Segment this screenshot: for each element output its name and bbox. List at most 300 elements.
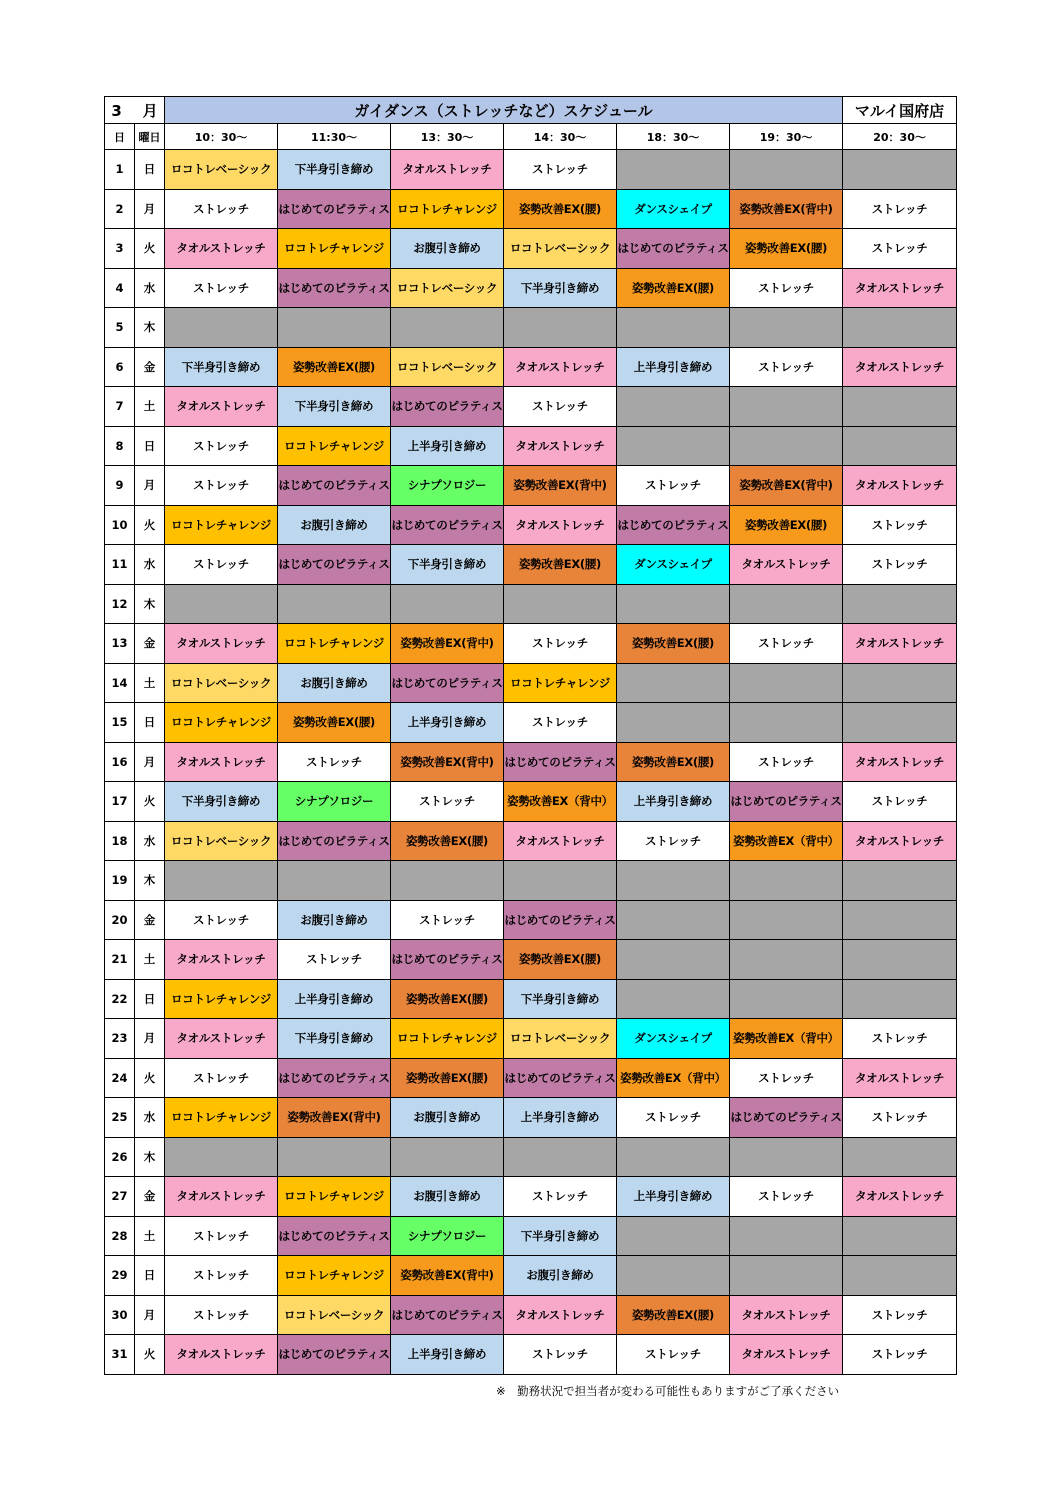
date-cell: 22: [105, 979, 135, 1019]
closed-slot-cell: [730, 663, 843, 703]
closed-slot-cell: [843, 584, 957, 624]
class-slot-cell: ストレッチ: [617, 1098, 730, 1138]
header-weekday: 曜日: [135, 124, 165, 150]
class-slot-cell: ロコトレベーシック: [391, 347, 504, 387]
closed-slot-cell: [617, 940, 730, 980]
weekday-cell: 水: [135, 545, 165, 585]
class-slot-cell: ダンスシェイプ: [617, 545, 730, 585]
class-slot-cell: 上半身引き締め: [391, 1335, 504, 1375]
header-time-2030: 20：30〜: [843, 124, 957, 150]
class-slot-cell: ストレッチ: [730, 347, 843, 387]
class-slot-cell: ストレッチ: [165, 1295, 278, 1335]
weekday-cell: 土: [135, 387, 165, 427]
class-slot-cell: シナプソロジー: [278, 782, 391, 822]
closed-slot-cell: [843, 900, 957, 940]
closed-slot-cell: [730, 150, 843, 190]
class-slot-cell: シナプソロジー: [391, 466, 504, 506]
class-slot-cell: タオルストレッチ: [391, 150, 504, 190]
closed-slot-cell: [617, 861, 730, 901]
class-slot-cell: はじめてのピラティス: [504, 1058, 617, 1098]
class-slot-cell: ストレッチ: [730, 742, 843, 782]
class-slot-cell: ダンスシェイプ: [617, 1019, 730, 1059]
weekday-cell: 木: [135, 861, 165, 901]
date-cell: 2: [105, 189, 135, 229]
class-slot-cell: タオルストレッチ: [165, 742, 278, 782]
class-slot-cell: タオルストレッチ: [843, 347, 957, 387]
month-unit: 月: [142, 101, 158, 120]
table-row: [105, 189, 957, 229]
class-slot-cell: 姿勢改善EX(腰): [617, 742, 730, 782]
class-slot-cell: 姿勢改善EX（背中）: [504, 782, 617, 822]
date-cell: 3: [105, 229, 135, 269]
class-slot-cell: ロコトレチャレンジ: [278, 1256, 391, 1296]
class-slot-cell: 姿勢改善EX(腰): [391, 979, 504, 1019]
closed-slot-cell: [391, 1137, 504, 1177]
closed-slot-cell: [617, 584, 730, 624]
class-slot-cell: ロコトレベーシック: [165, 663, 278, 703]
class-slot-cell: 姿勢改善EX(腰): [617, 268, 730, 308]
class-slot-cell: ストレッチ: [504, 150, 617, 190]
date-cell: 13: [105, 624, 135, 664]
table-row: [105, 1177, 957, 1217]
table-row: [105, 1335, 957, 1375]
class-slot-cell: ロコトレチャレンジ: [165, 979, 278, 1019]
date-cell: 24: [105, 1058, 135, 1098]
weekday-cell: 水: [135, 821, 165, 861]
weekday-cell: 火: [135, 782, 165, 822]
table-row: [105, 1019, 957, 1059]
weekday-cell: 月: [135, 742, 165, 782]
date-cell: 17: [105, 782, 135, 822]
class-slot-cell: お腹引き締め: [391, 229, 504, 269]
class-slot-cell: はじめてのピラティス: [391, 663, 504, 703]
table-row: [105, 624, 957, 664]
title-row: [105, 97, 957, 124]
class-slot-cell: 上半身引き締め: [278, 979, 391, 1019]
class-slot-cell: 上半身引き締め: [504, 1098, 617, 1138]
closed-slot-cell: [843, 426, 957, 466]
class-slot-cell: はじめてのピラティス: [278, 189, 391, 229]
class-slot-cell: 姿勢改善EX(背中): [278, 1098, 391, 1138]
table-row: [105, 308, 957, 348]
date-cell: 29: [105, 1256, 135, 1296]
class-slot-cell: はじめてのピラティス: [730, 1098, 843, 1138]
class-slot-cell: はじめてのピラティス: [278, 821, 391, 861]
weekday-cell: 火: [135, 1058, 165, 1098]
class-slot-cell: ストレッチ: [165, 900, 278, 940]
class-slot-cell: ストレッチ: [278, 940, 391, 980]
class-slot-cell: 下半身引き締め: [165, 782, 278, 822]
table-row: [105, 1295, 957, 1335]
class-slot-cell: はじめてのピラティス: [278, 466, 391, 506]
table-row: [105, 742, 957, 782]
date-cell: 20: [105, 900, 135, 940]
class-slot-cell: 姿勢改善EX（背中）: [617, 1058, 730, 1098]
closed-slot-cell: [843, 663, 957, 703]
class-slot-cell: 姿勢改善EX(背中): [730, 189, 843, 229]
table-row: [105, 900, 957, 940]
closed-slot-cell: [504, 584, 617, 624]
header-time-1130: 11:30〜: [278, 124, 391, 150]
weekday-cell: 土: [135, 1216, 165, 1256]
closed-slot-cell: [617, 663, 730, 703]
weekday-cell: 日: [135, 150, 165, 190]
closed-slot-cell: [391, 308, 504, 348]
class-slot-cell: タオルストレッチ: [165, 940, 278, 980]
class-slot-cell: タオルストレッチ: [843, 268, 957, 308]
closed-slot-cell: [617, 900, 730, 940]
table-row: [105, 782, 957, 822]
class-slot-cell: 上半身引き締め: [617, 1177, 730, 1217]
class-slot-cell: はじめてのピラティス: [278, 268, 391, 308]
class-slot-cell: ストレッチ: [504, 703, 617, 743]
closed-slot-cell: [730, 979, 843, 1019]
closed-slot-cell: [730, 940, 843, 980]
closed-slot-cell: [730, 861, 843, 901]
class-slot-cell: お腹引き締め: [278, 505, 391, 545]
class-slot-cell: タオルストレッチ: [843, 742, 957, 782]
closed-slot-cell: [391, 584, 504, 624]
table-row: [105, 545, 957, 585]
class-slot-cell: はじめてのピラティス: [278, 1216, 391, 1256]
closed-slot-cell: [617, 150, 730, 190]
closed-slot-cell: [278, 308, 391, 348]
date-cell: 11: [105, 545, 135, 585]
class-slot-cell: タオルストレッチ: [165, 387, 278, 427]
class-slot-cell: 姿勢改善EX(腰): [504, 189, 617, 229]
class-slot-cell: タオルストレッチ: [504, 1295, 617, 1335]
class-slot-cell: ストレッチ: [843, 545, 957, 585]
class-slot-cell: ストレッチ: [165, 189, 278, 229]
weekday-cell: 木: [135, 584, 165, 624]
weekday-cell: 火: [135, 1335, 165, 1375]
class-slot-cell: 下半身引き締め: [391, 545, 504, 585]
date-cell: 5: [105, 308, 135, 348]
footnote: ※ 勤務状況で担当者が変わる可能性もありますがご了承ください: [496, 1384, 840, 1398]
header-time-1830: 18：30〜: [617, 124, 730, 150]
class-slot-cell: ストレッチ: [730, 1058, 843, 1098]
class-slot-cell: ロコトレチャレンジ: [278, 624, 391, 664]
class-slot-cell: ロコトレベーシック: [165, 821, 278, 861]
date-cell: 6: [105, 347, 135, 387]
class-slot-cell: ストレッチ: [843, 1098, 957, 1138]
closed-slot-cell: [730, 900, 843, 940]
closed-slot-cell: [165, 584, 278, 624]
class-slot-cell: ストレッチ: [843, 1019, 957, 1059]
closed-slot-cell: [843, 1216, 957, 1256]
class-slot-cell: 姿勢改善EX(腰): [278, 703, 391, 743]
store-name: マルイ国府店: [843, 97, 957, 124]
class-slot-cell: ストレッチ: [730, 1177, 843, 1217]
closed-slot-cell: [165, 1137, 278, 1177]
class-slot-cell: タオルストレッチ: [843, 821, 957, 861]
closed-slot-cell: [391, 861, 504, 901]
class-slot-cell: 姿勢改善EX(腰): [730, 505, 843, 545]
class-slot-cell: はじめてのピラティス: [504, 742, 617, 782]
class-slot-cell: はじめてのピラティス: [278, 1335, 391, 1375]
header-time-1330: 13：30〜: [391, 124, 504, 150]
closed-slot-cell: [617, 979, 730, 1019]
date-cell: 18: [105, 821, 135, 861]
table-row: [105, 268, 957, 308]
class-slot-cell: 姿勢改善EX(背中): [391, 742, 504, 782]
class-slot-cell: ロコトレチャレンジ: [165, 1098, 278, 1138]
weekday-cell: 火: [135, 505, 165, 545]
class-slot-cell: 姿勢改善EX（背中）: [730, 1019, 843, 1059]
header-time-1030: 10：30〜: [165, 124, 278, 150]
class-slot-cell: はじめてのピラティス: [730, 782, 843, 822]
class-slot-cell: ロコトレチャレンジ: [165, 505, 278, 545]
closed-slot-cell: [843, 150, 957, 190]
class-slot-cell: 上半身引き締め: [391, 703, 504, 743]
table-row: [105, 1058, 957, 1098]
class-slot-cell: はじめてのピラティス: [617, 505, 730, 545]
class-slot-cell: はじめてのピラティス: [391, 1295, 504, 1335]
date-cell: 28: [105, 1216, 135, 1256]
class-slot-cell: タオルストレッチ: [504, 347, 617, 387]
weekday-cell: 月: [135, 466, 165, 506]
class-slot-cell: ストレッチ: [278, 742, 391, 782]
class-slot-cell: 姿勢改善EX（背中）: [730, 821, 843, 861]
date-cell: 10: [105, 505, 135, 545]
weekday-cell: 金: [135, 347, 165, 387]
class-slot-cell: タオルストレッチ: [165, 624, 278, 664]
class-slot-cell: はじめてのピラティス: [391, 387, 504, 427]
class-slot-cell: 姿勢改善EX(背中): [391, 1256, 504, 1296]
class-slot-cell: ストレッチ: [165, 426, 278, 466]
class-slot-cell: 姿勢改善EX(腰): [617, 1295, 730, 1335]
date-cell: 16: [105, 742, 135, 782]
class-slot-cell: タオルストレッチ: [165, 1177, 278, 1217]
schedule-title: ガイダンス（ストレッチなど）スケジュール: [165, 97, 843, 124]
weekday-cell: 土: [135, 663, 165, 703]
class-slot-cell: お腹引き締め: [391, 1177, 504, 1217]
class-slot-cell: ストレッチ: [843, 1295, 957, 1335]
class-slot-cell: タオルストレッチ: [504, 505, 617, 545]
table-row: [105, 229, 957, 269]
weekday-cell: 日: [135, 979, 165, 1019]
date-cell: 27: [105, 1177, 135, 1217]
schedule-table: [104, 96, 957, 1375]
class-slot-cell: 姿勢改善EX(腰): [278, 347, 391, 387]
date-cell: 31: [105, 1335, 135, 1375]
class-slot-cell: はじめてのピラティス: [504, 900, 617, 940]
weekday-cell: 日: [135, 703, 165, 743]
class-slot-cell: ストレッチ: [843, 782, 957, 822]
class-slot-cell: ロコトレチャレンジ: [504, 663, 617, 703]
closed-slot-cell: [730, 1256, 843, 1296]
class-slot-cell: ストレッチ: [165, 1058, 278, 1098]
weekday-cell: 水: [135, 268, 165, 308]
table-row: [105, 347, 957, 387]
class-slot-cell: 下半身引き締め: [278, 1019, 391, 1059]
class-slot-cell: ダンスシェイプ: [617, 189, 730, 229]
class-slot-cell: 下半身引き締め: [504, 1216, 617, 1256]
class-slot-cell: ロコトレベーシック: [504, 229, 617, 269]
class-slot-cell: ストレッチ: [504, 1177, 617, 1217]
class-slot-cell: タオルストレッチ: [165, 229, 278, 269]
closed-slot-cell: [617, 1137, 730, 1177]
class-slot-cell: 下半身引き締め: [504, 979, 617, 1019]
class-slot-cell: 下半身引き締め: [278, 150, 391, 190]
class-slot-cell: ロコトレベーシック: [391, 268, 504, 308]
closed-slot-cell: [730, 703, 843, 743]
class-slot-cell: 姿勢改善EX(腰): [504, 545, 617, 585]
class-slot-cell: 下半身引き締め: [278, 387, 391, 427]
class-slot-cell: タオルストレッチ: [165, 1335, 278, 1375]
date-cell: 1: [105, 150, 135, 190]
table-row: [105, 1137, 957, 1177]
weekday-cell: 月: [135, 1019, 165, 1059]
class-slot-cell: タオルストレッチ: [730, 545, 843, 585]
weekday-cell: 土: [135, 940, 165, 980]
closed-slot-cell: [617, 1216, 730, 1256]
closed-slot-cell: [730, 426, 843, 466]
closed-slot-cell: [165, 861, 278, 901]
class-slot-cell: ストレッチ: [843, 189, 957, 229]
closed-slot-cell: [504, 1137, 617, 1177]
table-row: [105, 940, 957, 980]
header-time-1930: 19：30〜: [730, 124, 843, 150]
weekday-cell: 火: [135, 229, 165, 269]
table-row: [105, 466, 957, 506]
weekday-cell: 水: [135, 1098, 165, 1138]
class-slot-cell: ロコトレベーシック: [504, 1019, 617, 1059]
class-slot-cell: ストレッチ: [165, 545, 278, 585]
class-slot-cell: お腹引き締め: [278, 663, 391, 703]
class-slot-cell: タオルストレッチ: [843, 624, 957, 664]
closed-slot-cell: [843, 387, 957, 427]
class-slot-cell: ストレッチ: [391, 782, 504, 822]
closed-slot-cell: [617, 387, 730, 427]
table-row: [105, 861, 957, 901]
date-cell: 23: [105, 1019, 135, 1059]
class-slot-cell: シナプソロジー: [391, 1216, 504, 1256]
class-slot-cell: タオルストレッチ: [730, 1335, 843, 1375]
table-row: [105, 584, 957, 624]
class-slot-cell: ストレッチ: [165, 268, 278, 308]
table-row: [105, 663, 957, 703]
class-slot-cell: ロコトレチャレンジ: [278, 229, 391, 269]
class-slot-cell: ストレッチ: [165, 466, 278, 506]
class-slot-cell: ストレッチ: [391, 900, 504, 940]
class-slot-cell: ストレッチ: [617, 821, 730, 861]
column-header-row: [105, 124, 957, 150]
closed-slot-cell: [843, 979, 957, 1019]
header-time-1430: 14：30〜: [504, 124, 617, 150]
class-slot-cell: 姿勢改善EX(背中): [504, 466, 617, 506]
closed-slot-cell: [504, 308, 617, 348]
month-number: 3: [111, 101, 122, 120]
weekday-cell: 木: [135, 1137, 165, 1177]
class-slot-cell: 下半身引き締め: [504, 268, 617, 308]
class-slot-cell: 姿勢改善EX(背中): [391, 624, 504, 664]
weekday-cell: 金: [135, 900, 165, 940]
closed-slot-cell: [278, 861, 391, 901]
closed-slot-cell: [843, 1137, 957, 1177]
date-cell: 8: [105, 426, 135, 466]
class-slot-cell: タオルストレッチ: [843, 466, 957, 506]
class-slot-cell: 姿勢改善EX(腰): [504, 940, 617, 980]
closed-slot-cell: [165, 308, 278, 348]
closed-slot-cell: [843, 308, 957, 348]
closed-slot-cell: [617, 1256, 730, 1296]
weekday-cell: 月: [135, 1295, 165, 1335]
class-slot-cell: ストレッチ: [504, 624, 617, 664]
date-cell: 4: [105, 268, 135, 308]
date-cell: 7: [105, 387, 135, 427]
class-slot-cell: ロコトレチャレンジ: [278, 426, 391, 466]
date-cell: 15: [105, 703, 135, 743]
weekday-cell: 金: [135, 1177, 165, 1217]
closed-slot-cell: [730, 1137, 843, 1177]
date-cell: 25: [105, 1098, 135, 1138]
table-row: [105, 703, 957, 743]
closed-slot-cell: [730, 1216, 843, 1256]
table-row: [105, 1098, 957, 1138]
class-slot-cell: はじめてのピラティス: [278, 545, 391, 585]
date-cell: 9: [105, 466, 135, 506]
closed-slot-cell: [617, 426, 730, 466]
table-row: [105, 1216, 957, 1256]
closed-slot-cell: [617, 308, 730, 348]
class-slot-cell: お腹引き締め: [504, 1256, 617, 1296]
class-slot-cell: ロコトレベーシック: [165, 150, 278, 190]
table-row: [105, 150, 957, 190]
date-cell: 30: [105, 1295, 135, 1335]
closed-slot-cell: [730, 584, 843, 624]
date-cell: 12: [105, 584, 135, 624]
closed-slot-cell: [730, 308, 843, 348]
class-slot-cell: お腹引き締め: [391, 1098, 504, 1138]
class-slot-cell: ストレッチ: [730, 268, 843, 308]
class-slot-cell: 下半身引き締め: [165, 347, 278, 387]
class-slot-cell: タオルストレッチ: [730, 1295, 843, 1335]
month-label: [105, 97, 165, 124]
date-cell: 14: [105, 663, 135, 703]
class-slot-cell: ストレッチ: [504, 1335, 617, 1375]
class-slot-cell: 上半身引き締め: [617, 782, 730, 822]
closed-slot-cell: [843, 1256, 957, 1296]
weekday-cell: 日: [135, 1256, 165, 1296]
closed-slot-cell: [278, 584, 391, 624]
header-day: 日: [105, 124, 135, 150]
closed-slot-cell: [843, 703, 957, 743]
class-slot-cell: 上半身引き締め: [617, 347, 730, 387]
class-slot-cell: ロコトレチャレンジ: [391, 1019, 504, 1059]
table-row: [105, 505, 957, 545]
class-slot-cell: ストレッチ: [165, 1256, 278, 1296]
class-slot-cell: はじめてのピラティス: [617, 229, 730, 269]
closed-slot-cell: [843, 940, 957, 980]
class-slot-cell: はじめてのピラティス: [278, 1058, 391, 1098]
class-slot-cell: タオルストレッチ: [165, 1019, 278, 1059]
class-slot-cell: ロコトレチャレンジ: [278, 1177, 391, 1217]
closed-slot-cell: [617, 703, 730, 743]
class-slot-cell: 姿勢改善EX(腰): [617, 624, 730, 664]
class-slot-cell: ロコトレチャレンジ: [391, 189, 504, 229]
weekday-cell: 月: [135, 189, 165, 229]
table-row: [105, 979, 957, 1019]
class-slot-cell: タオルストレッチ: [843, 1177, 957, 1217]
class-slot-cell: ストレッチ: [843, 229, 957, 269]
class-slot-cell: ストレッチ: [504, 387, 617, 427]
class-slot-cell: ストレッチ: [843, 1335, 957, 1375]
class-slot-cell: ストレッチ: [165, 1216, 278, 1256]
class-slot-cell: 姿勢改善EX(腰): [391, 1058, 504, 1098]
class-slot-cell: 姿勢改善EX(腰): [730, 229, 843, 269]
class-slot-cell: タオルストレッチ: [843, 1058, 957, 1098]
